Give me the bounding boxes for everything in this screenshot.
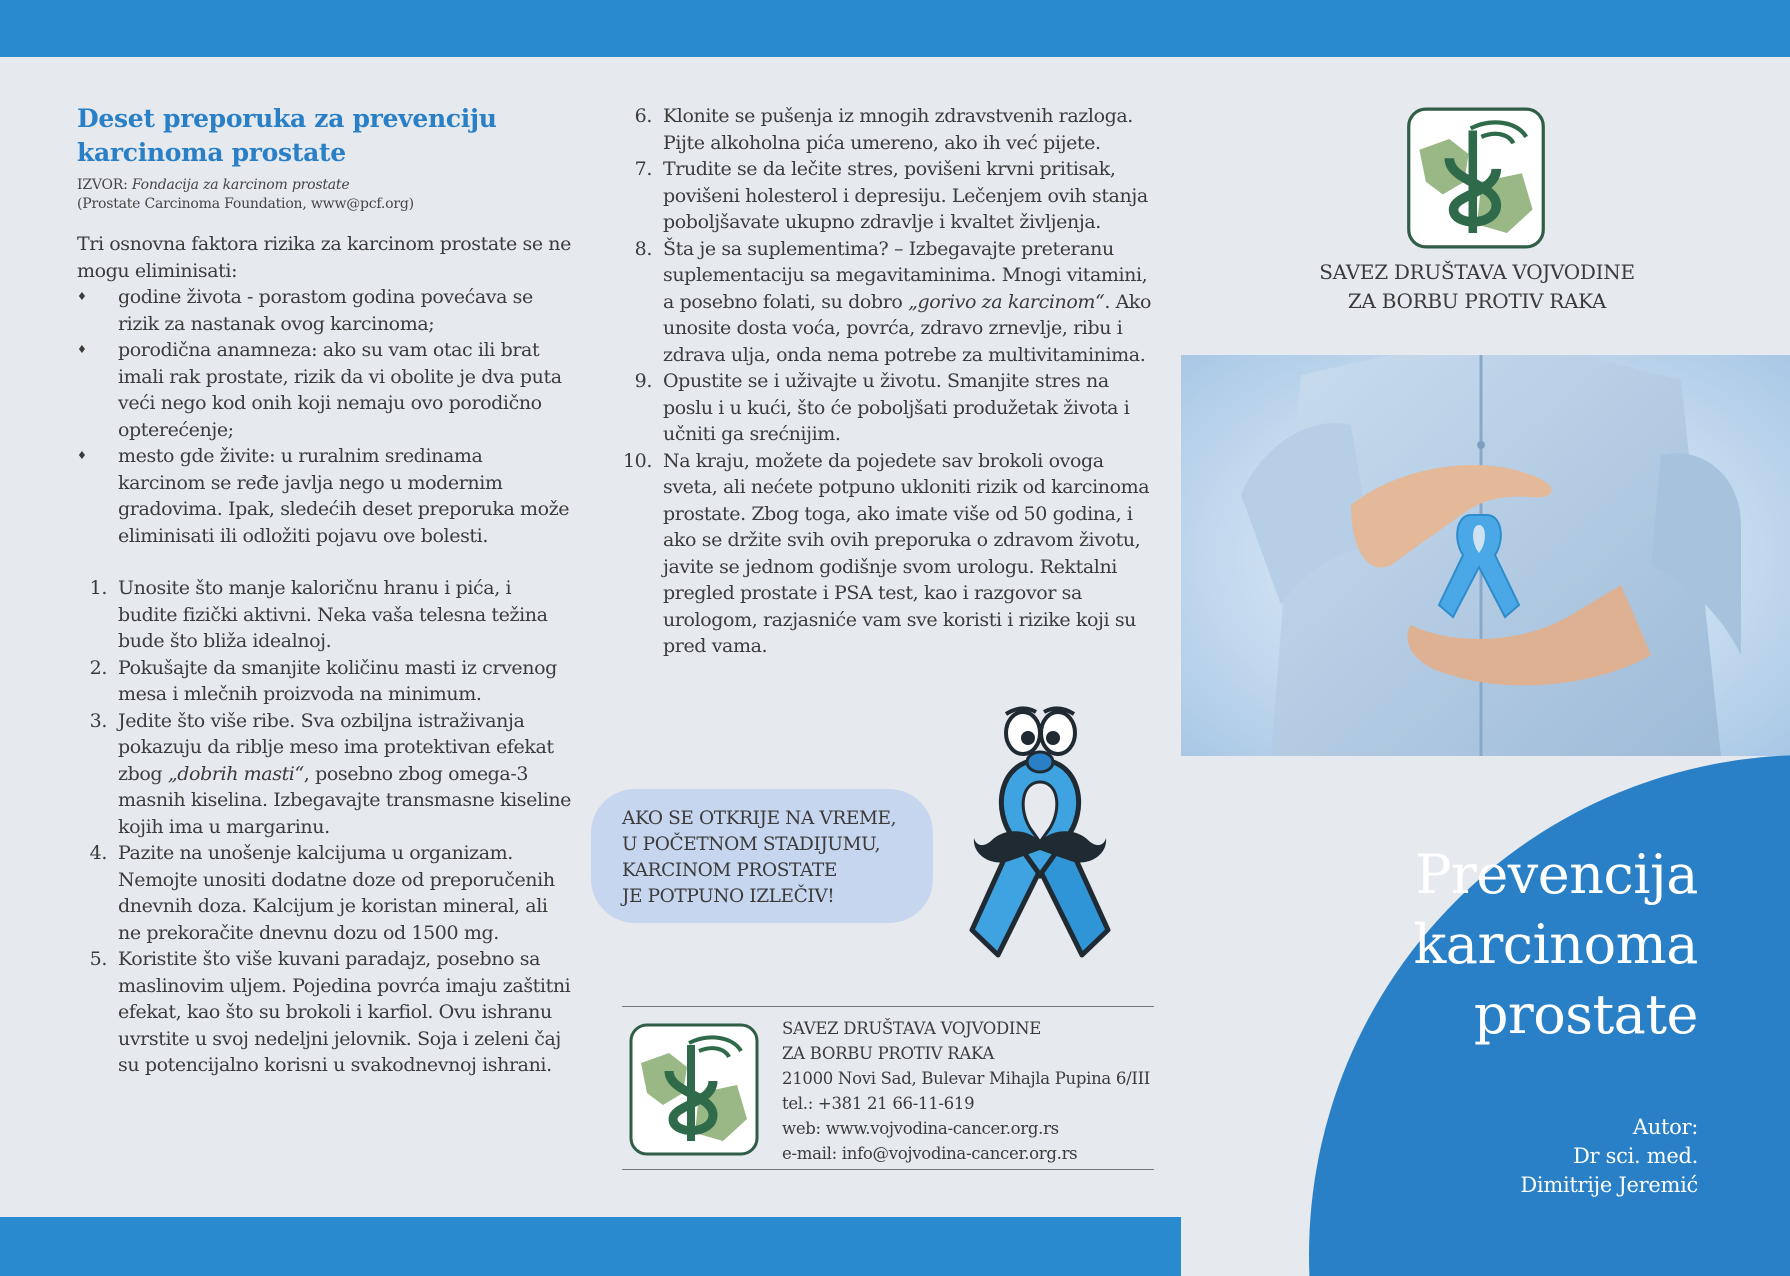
recommendations-list-1 bbox=[77, 575, 572, 1079]
item-text: Opustite se i uživajte u životu. Smanjite stres na poslu i u kući, što će poboljšati produžetak života i učniti ga srećnijim. bbox=[663, 370, 1130, 445]
list-item bbox=[622, 368, 1162, 448]
recommendations-list-2 bbox=[622, 103, 1162, 660]
item-text: Koristite što više kuvani paradajz, posebno sa maslinovim uljem. Pojedina povrća imaju zaštitni efekat, kao što su brokoli i karfiol. Ovu ishranu uvrstite u svoj nedeljni jelovnik. Soja i zeleni čaj su potencijalno korisni u svakodnevnoj ishrani. bbox=[118, 948, 571, 1076]
cover-title-line: karcinoma bbox=[1413, 913, 1698, 976]
item-number: 2. bbox=[89, 656, 107, 679]
callout-line: AKO SE OTKRIJE NA VREME, bbox=[622, 808, 897, 829]
item-number: 4. bbox=[89, 842, 107, 864]
contact-email: e-mail: info@vojvodina-cancer.org.rs bbox=[782, 1144, 1078, 1163]
source-name: Fondacija za karcinom prostate bbox=[131, 177, 350, 193]
logo-icon bbox=[1406, 107, 1546, 249]
contact-org-line: ZA BORBU PROTIV RAKA bbox=[782, 1044, 994, 1063]
contact-block bbox=[622, 1006, 1154, 1170]
author-name: Dimitrije Jeremić bbox=[1520, 1173, 1698, 1197]
item-text: Pokušajte da smanjite količinu masti iz crvenog mesa i mlečnih proizvoda na minimum. bbox=[118, 656, 557, 705]
bottom-band bbox=[0, 1217, 1181, 1276]
list-item: ♦ mesto gde živite: u ruralnim sredinama karcinom se ređe javlja nego u modernim gradovima. Ipak, sledećih deset preporuka može eliminisati ili odložiti pojavu ove bolesti. bbox=[77, 443, 572, 549]
org-line: ZA BORBU PROTIV RAKA bbox=[1347, 289, 1607, 313]
item-number: 7. bbox=[634, 158, 652, 180]
hands-ribbon-photo bbox=[1181, 355, 1790, 756]
list-item bbox=[77, 708, 572, 841]
organization-name bbox=[1181, 258, 1773, 316]
item-number: 1. bbox=[89, 577, 107, 599]
callout-line: JE POTPUNO IZLEČIV! bbox=[622, 886, 835, 907]
item-text: Klonite se pušenja iz mnogih zdravstvenih razloga. Pijte alkoholna pića umereno, ako ih već pijete. bbox=[663, 105, 1133, 154]
item-number: 5. bbox=[89, 948, 107, 970]
source-label: IZVOR: bbox=[77, 177, 132, 193]
callout-line: KARCINOM PROSTATE bbox=[622, 860, 837, 881]
list-item: ♦ porodična anamneza: ako su vam otac ili brat imali rak prostate, rizik da vi obolite je dva puta veći nego kod onih koji nemaju ovo porodično opterećenje; bbox=[77, 337, 572, 443]
item-text: Na kraju, možete da pojedete sav brokoli ovoga sveta, ali nećete potpuno ukloniti rizik od karcinoma prostate. Zbog toga, ako imate više od 50 godina, i ako se držite svih ovih preporuka o zdravom životu, javite se jednom godišnje svom urologu. Rektalni pregled prostate i PSA test, kao i razgovor sa urologom, razjasniće vam sve koristi i rizike koji su pred vama. bbox=[663, 449, 1150, 657]
contact-org-line: SAVEZ DRUŠTAVA VOJVODINE bbox=[782, 1019, 1042, 1038]
author-block bbox=[1520, 1113, 1698, 1200]
cover-title-line: prostate bbox=[1473, 983, 1698, 1046]
title-line-2: karcinoma prostate bbox=[77, 138, 346, 167]
list-item bbox=[77, 575, 572, 655]
author-degree: Dr sci. med. bbox=[1572, 1144, 1698, 1168]
org-line: SAVEZ DRUŠTAVA VOJVODINE bbox=[1319, 260, 1635, 284]
item-number: 10. bbox=[622, 449, 652, 472]
source-line-2: (Prostate Carcinoma Foundation, www@pcf.org) bbox=[77, 196, 414, 212]
item-number: 3. bbox=[89, 709, 107, 732]
list-item: ♦ godine života - porastom godina povećava se rizik za nastanak ovog karcinoma; bbox=[77, 284, 572, 337]
source-note bbox=[77, 176, 572, 214]
item-text: Jedite što više ribe. Sva ozbiljna istraživanja pokazuju da riblje meso ima protektivan efekat zbog bbox=[118, 709, 554, 785]
ribbon-mascot-icon bbox=[960, 700, 1120, 985]
contact-address: 21000 Novi Sad, Bulevar Mihajla Pupina 6/III bbox=[782, 1069, 1151, 1088]
item-emphasis: „dobrih masti“ bbox=[167, 762, 304, 785]
item-text: Trudite se da lečite stres, povišeni krvni pritisak, povišeni holesterol i depresiju. Lečenjem ovih stanja poboljšavate ukupno zdravlje i kvaltet življenja. bbox=[663, 158, 1148, 233]
list-item bbox=[622, 156, 1162, 236]
list-item bbox=[622, 236, 1162, 369]
list-item bbox=[622, 103, 1162, 156]
contact-phone: tel.: +381 21 66-11-619 bbox=[782, 1094, 975, 1113]
contact-info bbox=[782, 1016, 1150, 1166]
author-label: Autor: bbox=[1632, 1115, 1698, 1139]
title-line-1: Deset preporuka za prevenciju bbox=[77, 104, 497, 133]
item-emphasis: „gorivo za karcinom“ bbox=[908, 290, 1105, 313]
item-text: Šta je sa suplementima? – Izbegavajte preteranu suplementaciju sa megavitaminima. Mnogi vitamini, a posebno folati, su dobro bbox=[663, 237, 1148, 313]
risk-factor-list bbox=[77, 284, 572, 549]
top-band bbox=[0, 0, 1790, 57]
item-number: 9. bbox=[634, 370, 652, 392]
callout-bubble bbox=[591, 789, 933, 923]
list-item bbox=[77, 946, 572, 1079]
section-title bbox=[77, 102, 572, 170]
item-number: 8. bbox=[634, 237, 652, 260]
callout-line: U POČETNOM STADIJUMU, bbox=[622, 834, 881, 855]
cover-title-line: Prevencija bbox=[1415, 843, 1698, 906]
middle-column bbox=[622, 103, 1162, 660]
item-text: Pazite na unošenje kalcijuma u organizam. Nemojte unositi dodatne doze od preporučenih dnevnih doza. Kalcijum je koristan mineral, ali ne prekoračite dnevnu dozu od 1500 mg. bbox=[118, 842, 555, 944]
list-item bbox=[77, 840, 572, 946]
list-item bbox=[77, 655, 572, 708]
left-column bbox=[77, 102, 572, 1079]
list-item bbox=[622, 448, 1162, 660]
item-number: 6. bbox=[634, 105, 652, 127]
logo-icon bbox=[629, 1023, 759, 1156]
intro-text: Tri osnovna faktora rizika za karcinom prostate se ne mogu eliminisati: bbox=[77, 233, 571, 282]
item-text: . Ako unosite dosta voća, povrća, zdravo zrnevlje, ribu i zdrava ulja, onda nema potrebe za multivitaminima. bbox=[663, 290, 1152, 366]
item-text: Unosite što manje kaloričnu hranu i pića, i budite fizički aktivni. Neka vaša telesna težina bude što bliža idealnoj. bbox=[118, 577, 548, 652]
contact-web: web: www.vojvodina-cancer.org.rs bbox=[782, 1119, 1059, 1138]
item-text: , posebno zbog omega-3 masnih kiselina. Izbegavajte transmasne kiseline kojih ima u margarinu. bbox=[118, 762, 572, 838]
cover-title bbox=[1414, 840, 1698, 1050]
